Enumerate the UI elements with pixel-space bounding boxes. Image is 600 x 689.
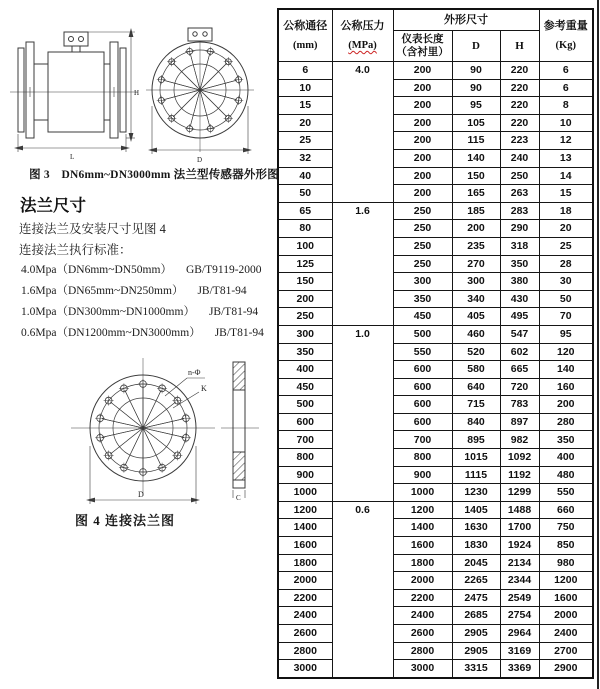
cell-length: 2600 [393,625,452,643]
cell-dn: 50 [278,185,332,203]
cell-length: 600 [393,361,452,379]
bolt-spec-label: n-Φ [188,368,201,377]
cell-dn: 3000 [278,660,332,678]
cell-d: 715 [452,396,500,414]
cell-h: 318 [500,237,539,255]
cell-weight: 30 [539,273,593,291]
table-row [278,431,593,449]
standard-pressure: 1.6Mpa [21,285,57,297]
cell-weight: 400 [539,449,593,467]
cell-weight: 14 [539,167,593,185]
cell-length: 200 [393,79,452,97]
cell-length: 600 [393,378,452,396]
cell-d: 1630 [452,519,500,537]
cell-h: 602 [500,343,539,361]
sensor-front-view [146,28,254,152]
cell-d: 2905 [452,642,500,660]
cell-weight: 280 [539,413,593,431]
cell-length: 450 [393,308,452,326]
cell-h: 2549 [500,589,539,607]
cell-length: 800 [393,449,452,467]
cell-dn: 900 [278,466,332,484]
cell-d: 460 [452,325,500,343]
cell-length: 2000 [393,572,452,590]
cell-h: 783 [500,396,539,414]
cell-length: 1600 [393,537,452,555]
cell-pressure: 1.0 [332,325,393,501]
header-d: D [452,31,500,62]
terminal-box-front [188,28,212,41]
cell-d: 2905 [452,625,500,643]
cell-dn: 2600 [278,625,332,643]
cell-weight: 2700 [539,642,593,660]
cell-weight: 980 [539,554,593,572]
standard-line [21,324,264,340]
cell-h: 223 [500,132,539,150]
cell-d: 840 [452,413,500,431]
cell-h: 720 [500,378,539,396]
cell-h: 2344 [500,572,539,590]
cell-d: 1830 [452,537,500,555]
cell-dn: 600 [278,413,332,431]
table-row [278,97,593,115]
table-row [278,308,593,326]
cell-length: 2200 [393,589,452,607]
cell-length: 550 [393,343,452,361]
cell-weight: 50 [539,290,593,308]
spec-table-body [278,62,593,678]
cell-length: 900 [393,466,452,484]
cell-weight: 13 [539,149,593,167]
figure3-caption: 图 3 DN6mm~DN3000mm 法兰型传感器外形图 [29,169,279,181]
cell-dn: 1800 [278,554,332,572]
cell-d: 1115 [452,466,500,484]
cell-weight: 120 [539,343,593,361]
flange-note-line2: 连接法兰执行标准： [19,243,132,257]
cell-dn: 20 [278,114,332,132]
cell-pressure: 0.6 [332,501,393,677]
cell-d: 185 [452,202,500,220]
table-row [278,625,593,643]
cell-dn: 32 [278,149,332,167]
cell-dn: 6 [278,62,332,80]
cell-h: 263 [500,185,539,203]
cell-h: 430 [500,290,539,308]
cell-dn: 1600 [278,537,332,555]
table-row [278,79,593,97]
cell-h: 3369 [500,660,539,678]
cell-weight: 25 [539,237,593,255]
cell-dn: 150 [278,273,332,291]
cell-h: 1924 [500,537,539,555]
cell-weight: 12 [539,132,593,150]
cell-length: 200 [393,185,452,203]
cell-dn: 200 [278,290,332,308]
cell-h: 350 [500,255,539,273]
table-row [278,255,593,273]
cell-length: 600 [393,413,452,431]
cell-dn: 2000 [278,572,332,590]
table-row [278,449,593,467]
cell-d: 405 [452,308,500,326]
standard-line [21,261,262,277]
standard-range: （DN6mm~DN50mm） [56,264,172,276]
cell-h: 547 [500,325,539,343]
cell-length: 250 [393,202,452,220]
cell-dn: 2800 [278,642,332,660]
cell-h: 1092 [500,449,539,467]
table-row [278,149,593,167]
cell-length: 2800 [393,642,452,660]
cell-dn: 1200 [278,501,332,519]
cell-h: 982 [500,431,539,449]
standard-code: GB/T9119-2000 [185,264,262,276]
cell-dn: 125 [278,255,332,273]
header-nominal-pressure: 公称压力 (MPa) [332,9,393,62]
cell-weight: 2000 [539,607,593,625]
cell-weight: 480 [539,466,593,484]
cell-h: 665 [500,361,539,379]
cell-h: 220 [500,79,539,97]
flange-front-view [71,358,215,496]
standard-pressure: 4.0Mpa [21,264,57,276]
cell-d: 2265 [452,572,500,590]
header-h: H [500,31,539,62]
header-nominal-diameter: 公称通径 (mm) [278,9,332,62]
cell-d: 235 [452,237,500,255]
cell-d: 140 [452,149,500,167]
table-row [278,290,593,308]
cell-weight: 2900 [539,660,593,678]
cell-dn: 15 [278,97,332,115]
cell-length: 3000 [393,660,452,678]
standard-pressure: 0.6Mpa [21,327,57,339]
standard-line [21,303,258,319]
cell-dn: 400 [278,361,332,379]
scan-edge-line [597,0,599,689]
cell-length: 600 [393,396,452,414]
cell-h: 1299 [500,484,539,502]
cell-d: 1230 [452,484,500,502]
table-row [278,484,593,502]
cell-weight: 28 [539,255,593,273]
cell-length: 250 [393,220,452,238]
cell-dn: 25 [278,132,332,150]
cell-dn: 250 [278,308,332,326]
table-row [278,413,593,431]
cell-pressure: 1.6 [332,202,393,325]
thickness-c-label: C [236,494,241,502]
table-row [278,185,593,203]
table-row [278,325,593,343]
cell-dn: 1000 [278,484,332,502]
table-row [278,554,593,572]
sensor-side-view [10,32,138,138]
cell-h: 1488 [500,501,539,519]
table-row [278,167,593,185]
cell-h: 3169 [500,642,539,660]
cell-dn: 1400 [278,519,332,537]
table-row [278,220,593,238]
terminal-box [64,32,88,52]
cell-length: 1400 [393,519,452,537]
cell-d: 340 [452,290,500,308]
table-row [278,572,593,590]
dimension-d-label: D [138,490,144,499]
cell-weight: 18 [539,202,593,220]
dimension-l-label: L [70,153,75,161]
cell-d: 95 [452,97,500,115]
standard-code: JB/T81-94 [197,285,247,297]
cell-dn: 300 [278,325,332,343]
cell-length: 1000 [393,484,452,502]
table-row [278,396,593,414]
table-row [278,501,593,519]
cell-weight: 6 [539,79,593,97]
cell-d: 90 [452,79,500,97]
table-row [278,132,593,150]
cell-h: 2134 [500,554,539,572]
table-row [278,202,593,220]
cell-weight: 140 [539,361,593,379]
cell-dn: 2200 [278,589,332,607]
table-row [278,62,593,80]
flange-size-heading: 法兰尺寸 [20,196,86,215]
cell-weight: 95 [539,325,593,343]
cell-d: 150 [452,167,500,185]
cell-d: 2685 [452,607,500,625]
cell-length: 1200 [393,501,452,519]
standard-range: （DN300mm~DN1000mm） [56,306,195,318]
table-row [278,114,593,132]
cell-length: 200 [393,97,452,115]
cell-length: 500 [393,325,452,343]
cell-d: 3315 [452,660,500,678]
cell-dn: 80 [278,220,332,238]
cell-weight: 8 [539,97,593,115]
cell-dn: 100 [278,237,332,255]
cell-h: 897 [500,413,539,431]
cell-dn: 350 [278,343,332,361]
table-row [278,273,593,291]
cell-d: 165 [452,185,500,203]
cell-weight: 1200 [539,572,593,590]
cell-length: 2400 [393,607,452,625]
table-row [278,607,593,625]
header-reference-weight: 参考重量 (Kg) [539,9,593,62]
bolt-circle-label: K [201,384,207,393]
table-row [278,537,593,555]
standard-pressure: 1.0Mpa [21,306,57,318]
cell-d: 640 [452,378,500,396]
table-row [278,589,593,607]
cell-h: 290 [500,220,539,238]
standard-code: JB/T81-94 [214,327,264,339]
cell-dn: 700 [278,431,332,449]
cell-d: 105 [452,114,500,132]
flange-section-view [221,362,259,498]
cell-h: 220 [500,62,539,80]
cell-d: 1405 [452,501,500,519]
table-row [278,237,593,255]
cell-h: 1192 [500,466,539,484]
table-row [278,642,593,660]
cell-weight: 2400 [539,625,593,643]
table-row [278,466,593,484]
dimension-d-label: D [197,156,203,164]
cell-weight: 200 [539,396,593,414]
cell-weight: 160 [539,378,593,396]
cell-d: 2475 [452,589,500,607]
cell-d: 90 [452,62,500,80]
cell-d: 895 [452,431,500,449]
standard-range: （DN65mm~DN250mm） [56,285,184,297]
cell-h: 220 [500,97,539,115]
table-row [278,519,593,537]
table-row [278,378,593,396]
cell-dn: 40 [278,167,332,185]
cell-length: 300 [393,273,452,291]
header-outline-dimensions: 外形尺寸 [393,9,539,31]
cell-length: 200 [393,132,452,150]
cell-weight: 660 [539,501,593,519]
cell-weight: 350 [539,431,593,449]
cell-dn: 65 [278,202,332,220]
cell-h: 2964 [500,625,539,643]
cell-weight: 10 [539,114,593,132]
standard-code: JB/T81-94 [208,306,259,318]
cell-h: 380 [500,273,539,291]
cell-h: 220 [500,114,539,132]
cell-dn: 800 [278,449,332,467]
cell-h: 1700 [500,519,539,537]
table-row [278,361,593,379]
cell-d: 300 [452,273,500,291]
cell-d: 1015 [452,449,500,467]
spec-table-container [277,8,594,679]
cell-h: 2754 [500,607,539,625]
cell-dn: 500 [278,396,332,414]
cell-weight: 550 [539,484,593,502]
cell-length: 1800 [393,554,452,572]
cell-d: 2045 [452,554,500,572]
cell-length: 200 [393,114,452,132]
cell-d: 270 [452,255,500,273]
cell-h: 283 [500,202,539,220]
figure4-caption: 图 4 连接法兰图 [74,513,175,528]
cell-dn: 10 [278,79,332,97]
cell-weight: 750 [539,519,593,537]
cell-d: 520 [452,343,500,361]
table-row [278,660,593,678]
cell-h: 240 [500,149,539,167]
cell-d: 580 [452,361,500,379]
cell-weight: 70 [539,308,593,326]
cell-weight: 6 [539,62,593,80]
cell-dn: 2400 [278,607,332,625]
standard-range: （DN1200mm~DN3000mm） [56,327,201,339]
cell-length: 250 [393,237,452,255]
cell-length: 250 [393,255,452,273]
flange-note-line1: 连接法兰及安装尺寸见图 4 [19,222,166,236]
cell-length: 200 [393,167,452,185]
cell-length: 200 [393,149,452,167]
cell-d: 115 [452,132,500,150]
cell-weight: 850 [539,537,593,555]
header-meter-length: 仪表长度 （含衬里） [393,31,452,62]
cell-weight: 15 [539,185,593,203]
cell-h: 250 [500,167,539,185]
cell-pressure: 4.0 [332,62,393,203]
cell-weight: 1600 [539,589,593,607]
figure3-sensor-outline-drawing [4,6,266,164]
cell-dn: 450 [278,378,332,396]
cell-length: 200 [393,62,452,80]
cell-length: 350 [393,290,452,308]
standard-line [21,282,247,298]
dimension-h-label: H [134,89,140,97]
cell-weight: 20 [539,220,593,238]
cell-length: 700 [393,431,452,449]
table-row [278,343,593,361]
cell-h: 495 [500,308,539,326]
cell-d: 200 [452,220,500,238]
spec-table [277,8,594,679]
figure4-connection-flange-drawing [53,350,265,518]
